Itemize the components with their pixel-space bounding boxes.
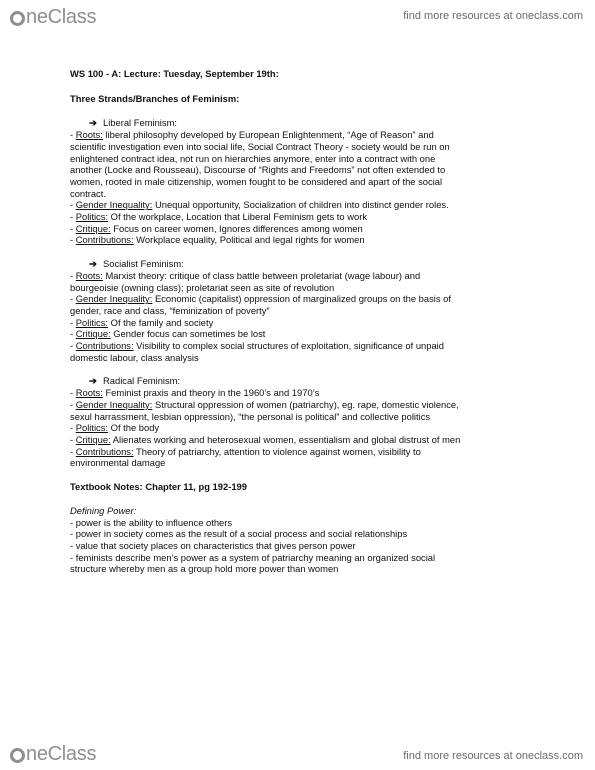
logo-text: neClass — [26, 6, 97, 28]
radical-gender-inequality: - Gender Inequality: Structural oppression of women (patriarchy), eg. rape, domestic violence, — [70, 398, 459, 410]
page-header — [0, 0, 595, 34]
radical-politics: - Politics: Of the body — [70, 422, 160, 434]
list-item: - feminists describe men’s power as a system of patriarchy meaning an organized social — [70, 551, 436, 563]
arrow-right-icon: ➔ — [89, 258, 97, 270]
liberal-roots-line: another (Locke and Rousseau), Discourse of “Rights and Freedoms” not often extended to — [70, 164, 446, 176]
arrow-right-icon: ➔ — [89, 117, 97, 129]
list-item: - power in society comes as the result of a social process and social relationships — [70, 528, 408, 540]
socialist-contributions-line: domestic labour, class analysis — [70, 351, 199, 363]
socialist-politics: - Politics: Of the family and society — [70, 316, 214, 328]
liberal-gender-inequality: - Gender Inequality: Unequal opportunity, Socialization of children into distinct gender roles. — [70, 199, 449, 211]
radical-gender-inequality-line: sexul harrassment, lesbian oppression), “the personal is political” and collective politics — [70, 410, 431, 422]
defining-power-subhead: Defining Power: — [70, 504, 137, 516]
arrow-right-icon: ➔ — [89, 375, 97, 387]
liberal-roots: - Roots: liberal philosophy developed by European Enlightenment, “Age of Reason” and — [70, 129, 434, 141]
radical-critique: - Critique: Alienates working and heterosexual women, essentialism and global distrust of men — [70, 433, 461, 445]
socialist-roots-line: bourgeoisie (owning class); proletariat seen as site of revolution — [70, 281, 335, 293]
oneclass-logo-icon — [10, 11, 25, 26]
liberal-roots-line: contract. — [70, 187, 106, 199]
lecture-title: WS 100 - A: Lecture: Tuesday, September 19th: — [70, 68, 279, 79]
oneclass-logo-icon — [10, 748, 25, 763]
liberal-roots-line: women, rooted in male citizenship, women fought to be considered and apart of the social — [70, 175, 443, 187]
section-heading: Three Strands/Branches of Feminism: — [70, 92, 240, 104]
socialist-roots: - Roots: Marxist theory: critique of class battle between proletariat (wage labour) and — [70, 269, 421, 281]
header-tagline-link[interactable]: find more resources at oneclass.com — [403, 10, 583, 22]
liberal-contributions: - Contributions: Workplace equality, Political and legal rights for women — [70, 234, 365, 246]
logo-text: neClass — [26, 743, 97, 765]
radical-contributions-line: environmental damage — [70, 457, 166, 469]
liberal-roots-line: scientific investigation even into social life, Social Contract Theory - society would be run on — [70, 140, 450, 152]
radical-contributions: - Contributions: Theory of patriarchy, attention to violence against women, visibility to — [70, 445, 421, 457]
socialist-gender-inequality-line: gender, race and class, “feminization of poverty” — [70, 304, 270, 316]
document-body — [70, 68, 540, 575]
socialist-gender-inequality: - Gender Inequality: Economic (capitalist) oppression of marginalized groups on the basis of — [70, 293, 451, 305]
oneclass-logo[interactable] — [10, 6, 96, 29]
socialist-contributions: - Contributions: Visibility to complex social structures of exploitation, significance of unpaid — [70, 340, 444, 352]
radical-feminism-heading: ➔ Radical Feminism: — [89, 375, 181, 387]
page-footer — [0, 738, 595, 770]
list-item: - power is the ability to influence others — [70, 516, 233, 528]
list-item: structure whereby men as a group hold more power than women — [70, 563, 339, 575]
footer-tagline-link[interactable]: find more resources at oneclass.com — [403, 750, 583, 762]
oneclass-logo[interactable] — [10, 743, 96, 766]
liberal-feminism-heading: ➔ Liberal Feminism: — [89, 117, 177, 129]
socialist-critique: - Critique: Gender focus can sometimes be lost — [70, 328, 266, 340]
socialist-feminism-heading: ➔ Socialist Feminism: — [89, 258, 184, 270]
liberal-politics: - Politics: Of the workplace, Location that Liberal Feminism gets to work — [70, 211, 368, 223]
radical-roots: - Roots: Feminist praxis and theory in the 1960’s and 1970’s — [70, 387, 320, 399]
textbook-heading: Textbook Notes: Chapter 11, pg 192-199 — [70, 481, 247, 493]
list-item: - value that society places on characteristics that gives person power — [70, 539, 356, 551]
liberal-critique: - Critique: Focus on career women, Ignores differences among women — [70, 222, 363, 234]
liberal-roots-line: enlightened contract idea, not run on hierarchies anymore, enter into a contract with one — [70, 152, 436, 164]
